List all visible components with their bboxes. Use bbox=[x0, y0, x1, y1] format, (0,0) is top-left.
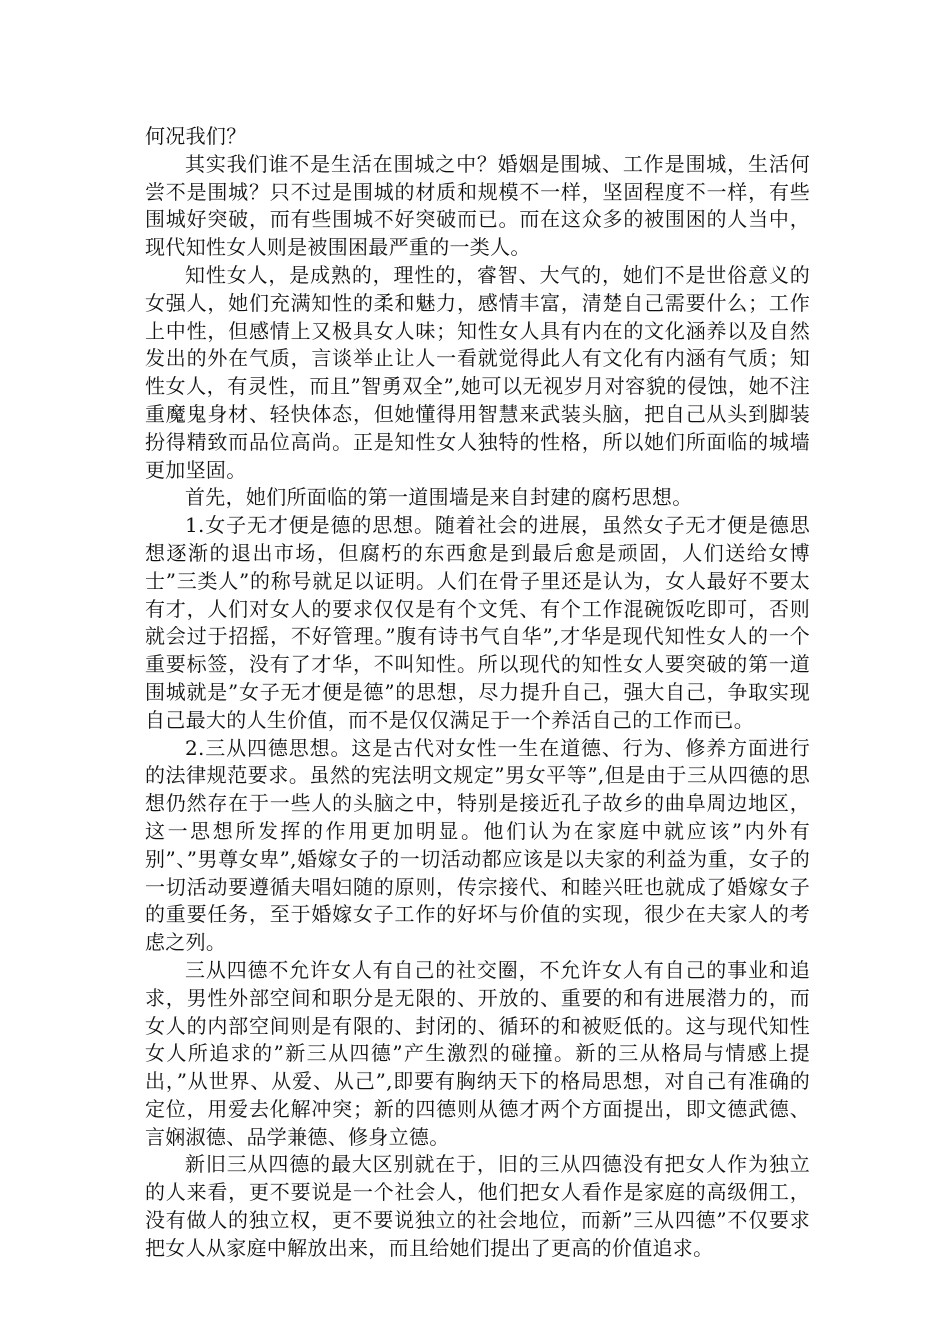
paragraph-siege-of-life: 其实我们谁不是生活在围城之中？婚姻是围城、工作是围城，生活何尝不是围城？只不过是围城的材质和规模不一样，坚固程度不一样，有些围城好突破，而有些围城不好突破而已。而在这众多的被围困的人当中，现代知性女人则是被围困最严重的一类人。 bbox=[145, 151, 810, 260]
paragraph-point-two: 2.三从四德思想。这是古代对女性一生在道德、行为、修养方面进行的法律规范要求。虽然的宪法明文规定”男女平等”,但是由于三从四德的思想仍然存在于一些人的头脑之中，特别是接近孔子故乡的曲阜周边地区，这一思想所发挥的作用更加明显。他们认为在家庭中就应该”内外有别”、”男尊女卑”,婚嫁女子的一切活动都应该是以夫家的利益为重，女子的一切活动要遵循夫唱妇随的原则，传宗接代、和睦兴旺也就成了婚嫁女子的重要任务，至于婚嫁女子工作的好坏与价值的实现，很少在夫家人的考虑之列。 bbox=[145, 735, 810, 955]
paragraph-point-one: 1.女子无才便是德的思想。随着社会的进展，虽然女子无才便是德思想逐渐的退出市场，但腐朽的东西愈是到最后愈是顽固，人们送给女博士”三类人”的称号就足以证明。人们在骨子里还是认为，女人最好不要太有才，人们对女人的要求仅仅是有个文凭、有个工作混碗饭吃即可，否则就会过于招摇，不好管理。”腹有诗书气自华”,才华是现代知性女人的一个重要标签，没有了才华，不叫知性。所以现代的知性女人要突破的第一道围城就是”女子无才便是德”的思想，尽力提升自己，强大自己，争取实现自己最大的人生价值，而不是仅仅满足于一个养活自己的工作而已。 bbox=[145, 513, 810, 732]
paragraph-old-vs-new: 新旧三从四德的最大区别就在于，旧的三从四德没有把女人作为独立的人来看，更不要说是一个社会人，他们把女人看作是家庭的高级佣工，没有做人的独立权，更不要说独立的社会地位，而新”三从四德”不仅要求把女人从家庭中解放出来，而且给她们提出了更高的价值追求。 bbox=[145, 1152, 810, 1260]
paragraph-continuation: 何况我们？ bbox=[145, 124, 247, 148]
paragraph-first-wall: 首先，她们所面临的第一道围墙是来自封建的腐朽思想。 bbox=[185, 485, 693, 510]
body-text bbox=[145, 123, 810, 1263]
paragraph-three-obediences: 三从四德不允许女人有自己的社交圈，不允许女人有自己的事业和追求，男性外部空间和职分是无限的、开放的、重要的和有进展潜力的，而女人的内部空间则是有限的、封闭的、循环的和被贬低的。这与现代知性女人所追求的”新三从四德”产生激烈的碰撞。新的三从格局与情感上提出，”从世界、从爱、从己”,即要有胸纳天下的格局思想，对自己有准确的定位，用爱去化解冲突；新的四德则从德才两个方面提出，即文德武德、言娴淑德、品学兼德、修身立德。 bbox=[145, 957, 810, 1149]
paragraph-intellectual-woman: 知性女人，是成熟的，理性的，睿智、大气的，她们不是世俗意义的女强人，她们充满知性的柔和魅力，感情丰富，清楚自己需要什么；工作上中性，但感情上又极具女人味；知性女人具有内在的文化涵养以及自然发出的外在气质，言谈举止让人一看就觉得此人有文化有内涵有气质；知性女人，有灵性，而且”智勇双全”,她可以无视岁月对容貌的侵蚀，她不注重魔鬼身材、轻快体态，但她懂得用智慧来武装头脑，把自己从头到脚装扮得精致而品位高尚。正是知性女人独特的性格，所以她们所面临的城墙更加坚固。 bbox=[145, 262, 810, 482]
